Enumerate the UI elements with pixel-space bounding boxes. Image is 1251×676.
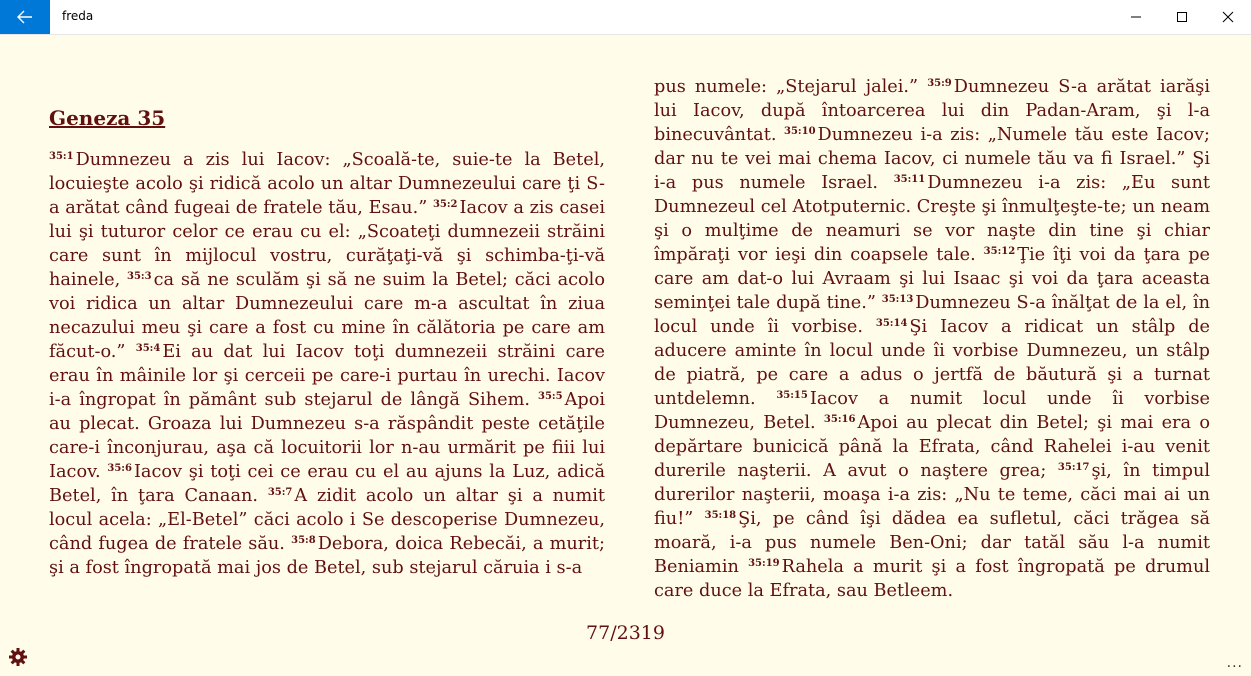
verse-text: Rahela a murit şi a fost îngropată pe drumul care duce la Efrata, sau Betleem. bbox=[654, 557, 1210, 601]
verse-text: Ei au dat lui Iacov toţi dumnezeii străini care erau în mâinile lor şi cerceii pe care-i purtau în urechi. Iacov i-a îngropat în pământ sub stejarul de lângă Sihem. bbox=[49, 342, 605, 410]
verse-number: 35:7 bbox=[267, 487, 293, 498]
maximize-button[interactable] bbox=[1159, 0, 1205, 34]
title-bar bbox=[0, 0, 1251, 35]
verse-text: Dumnezeu S-a înălţat de la el, în locul unde îi vorbise. bbox=[654, 293, 1211, 337]
verse-number: 35:13 bbox=[881, 294, 914, 305]
verse-text: Ţie îţi voi da ţara pe care am dat-o lui Avraam şi lui Isaac şi voi da ţara aceasta seminţei tale după tine.” bbox=[654, 245, 1210, 313]
close-button[interactable] bbox=[1205, 0, 1251, 34]
gear-icon bbox=[8, 647, 28, 667]
verse-number: 35:18 bbox=[704, 510, 737, 521]
verse-text: Dumnezeu S-a arătat iarăşi lui Iacov, după întoarcerea lui din Padan-Aram, şi l-a binecuvântat. bbox=[654, 77, 1210, 145]
back-button[interactable] bbox=[0, 0, 50, 34]
more-dots-icon: ... bbox=[1226, 655, 1243, 671]
left-column bbox=[49, 105, 605, 580]
minimize-icon bbox=[1130, 11, 1142, 23]
verse-text: pus numele: „Stejarul jalei.” bbox=[654, 77, 928, 97]
verse-text: A zidit acolo un altar şi a numit locul acela: „El-Betel” căci acolo i Se descoperise Dumnezeu, când fugea de fratele său. bbox=[49, 486, 605, 554]
maximize-icon bbox=[1176, 11, 1188, 23]
left-column-text bbox=[49, 148, 605, 580]
verse-text: Apoi au plecat din Betel; şi mai era o depărtare bunicică până la Efrata, când Rahelei i-au venit durerile naşterii. A avut o naştere grea; bbox=[654, 413, 1210, 481]
verse-text: Apoi au plecat. Groaza lui Dumnezeu s-a răspândit peste cetăţile care-i înconjurau, aşa că locuitorii lor n-au urmărit pe fiii lui Iacov. bbox=[49, 390, 605, 482]
verse-number: 35:15 bbox=[776, 390, 808, 401]
verse-number: 35:11 bbox=[893, 174, 926, 185]
verse-text: Şi Iacov a ridicat un stâlp de aducere aminte în locul unde îi vorbise Dumnezeu, un stâlp de piatră, pe care a adus o jertfă de băutură şi a turnat untdelemn. bbox=[654, 317, 1210, 409]
right-column-text bbox=[654, 75, 1210, 603]
more-button[interactable] bbox=[1227, 655, 1243, 671]
verse-text: ca să ne sculăm şi să ne suim la Betel; căci acolo voi ridica un altar Dumnezeului care m-a ascultat în ziua necazului meu şi care a fost cu mine în călătoria pe care am făcut-o.” bbox=[49, 270, 605, 362]
verse-text: Dumnezeu i-a zis: „Numele tău este Iacov; dar nu te vei mai chema Iacov, ci numele tău va fi Israel.” Şi i-a pus numele Israel. bbox=[654, 125, 1210, 193]
window-title: freda bbox=[62, 9, 94, 23]
verse-number: 35:6 bbox=[107, 463, 132, 474]
verse-number: 35:1 bbox=[49, 151, 74, 162]
right-column bbox=[654, 75, 1210, 603]
verse-number: 35:17 bbox=[1057, 462, 1090, 473]
verse-text: şi, în timpul durerilor naşterii, moaşa i-a zis: „Nu te teme, căci mai ai un fiu!” bbox=[654, 461, 1210, 529]
verse-number: 35:10 bbox=[784, 126, 816, 137]
verse-number: 35:5 bbox=[538, 391, 563, 402]
reader-page[interactable] bbox=[0, 35, 1251, 676]
verse-text: Dumnezeu a zis lui Iacov: „Scoală-te, suie-te la Betel, locuieşte acolo şi ridică acolo un altar Dumnezeului care ţi S-a arătat când fugeai de fratele tău, Esau.” bbox=[49, 150, 605, 218]
arrow-left-icon bbox=[17, 10, 33, 24]
verse-text: Dumnezeu i-a zis: „Eu sunt Dumnezeul cel Atotputernic. Creşte şi înmulţeşte-te; un neam şi o mulţime de neamuri se vor naşte din tine şi chiar împăraţi vor ieşi din coapsele tale. bbox=[654, 173, 1211, 265]
verse-text: Şi, pe când îşi dădea ea sufletul, căci trăgea să moară, i-a pus numele Ben-Oni; dar tatăl său l-a numit Beniamin bbox=[654, 509, 1210, 577]
verse-text: Iacov a numit locul unde îi vorbise Dumnezeu, Betel. bbox=[654, 389, 1210, 433]
verse-number: 35:4 bbox=[135, 343, 161, 354]
verse-number: 35:9 bbox=[927, 78, 952, 89]
verse-text: Debora, doica Rebecăi, a murit; şi a fost îngropată mai jos de Betel, sub stejarul căruia i s-a bbox=[49, 534, 605, 578]
chapter-heading[interactable]: Geneza 35 bbox=[49, 106, 166, 130]
verse-number: 35:12 bbox=[983, 246, 1016, 257]
verse-number: 35:2 bbox=[432, 199, 458, 210]
close-icon bbox=[1222, 11, 1234, 23]
verse-text: Iacov a zis casei lui şi tuturor celor ce erau cu el: „Scoateţi dumnezeii străini care sunt în mijlocul vostru, curăţaţi-vă şi schimba-ţi-vă hainele, bbox=[49, 198, 606, 290]
settings-button[interactable] bbox=[8, 647, 28, 671]
minimize-button[interactable] bbox=[1113, 0, 1159, 34]
verse-number: 35:19 bbox=[748, 558, 780, 569]
verse-text: Iacov şi toţi cei ce erau cu el au ajuns la Luz, adică Betel, în ţara Canaan. bbox=[49, 462, 605, 506]
verse-number: 35:8 bbox=[291, 535, 316, 546]
page-indicator: 77/2319 bbox=[586, 622, 665, 644]
verse-number: 35:16 bbox=[823, 414, 856, 425]
verse-number: 35:3 bbox=[127, 271, 152, 282]
verse-number: 35:14 bbox=[875, 318, 908, 329]
